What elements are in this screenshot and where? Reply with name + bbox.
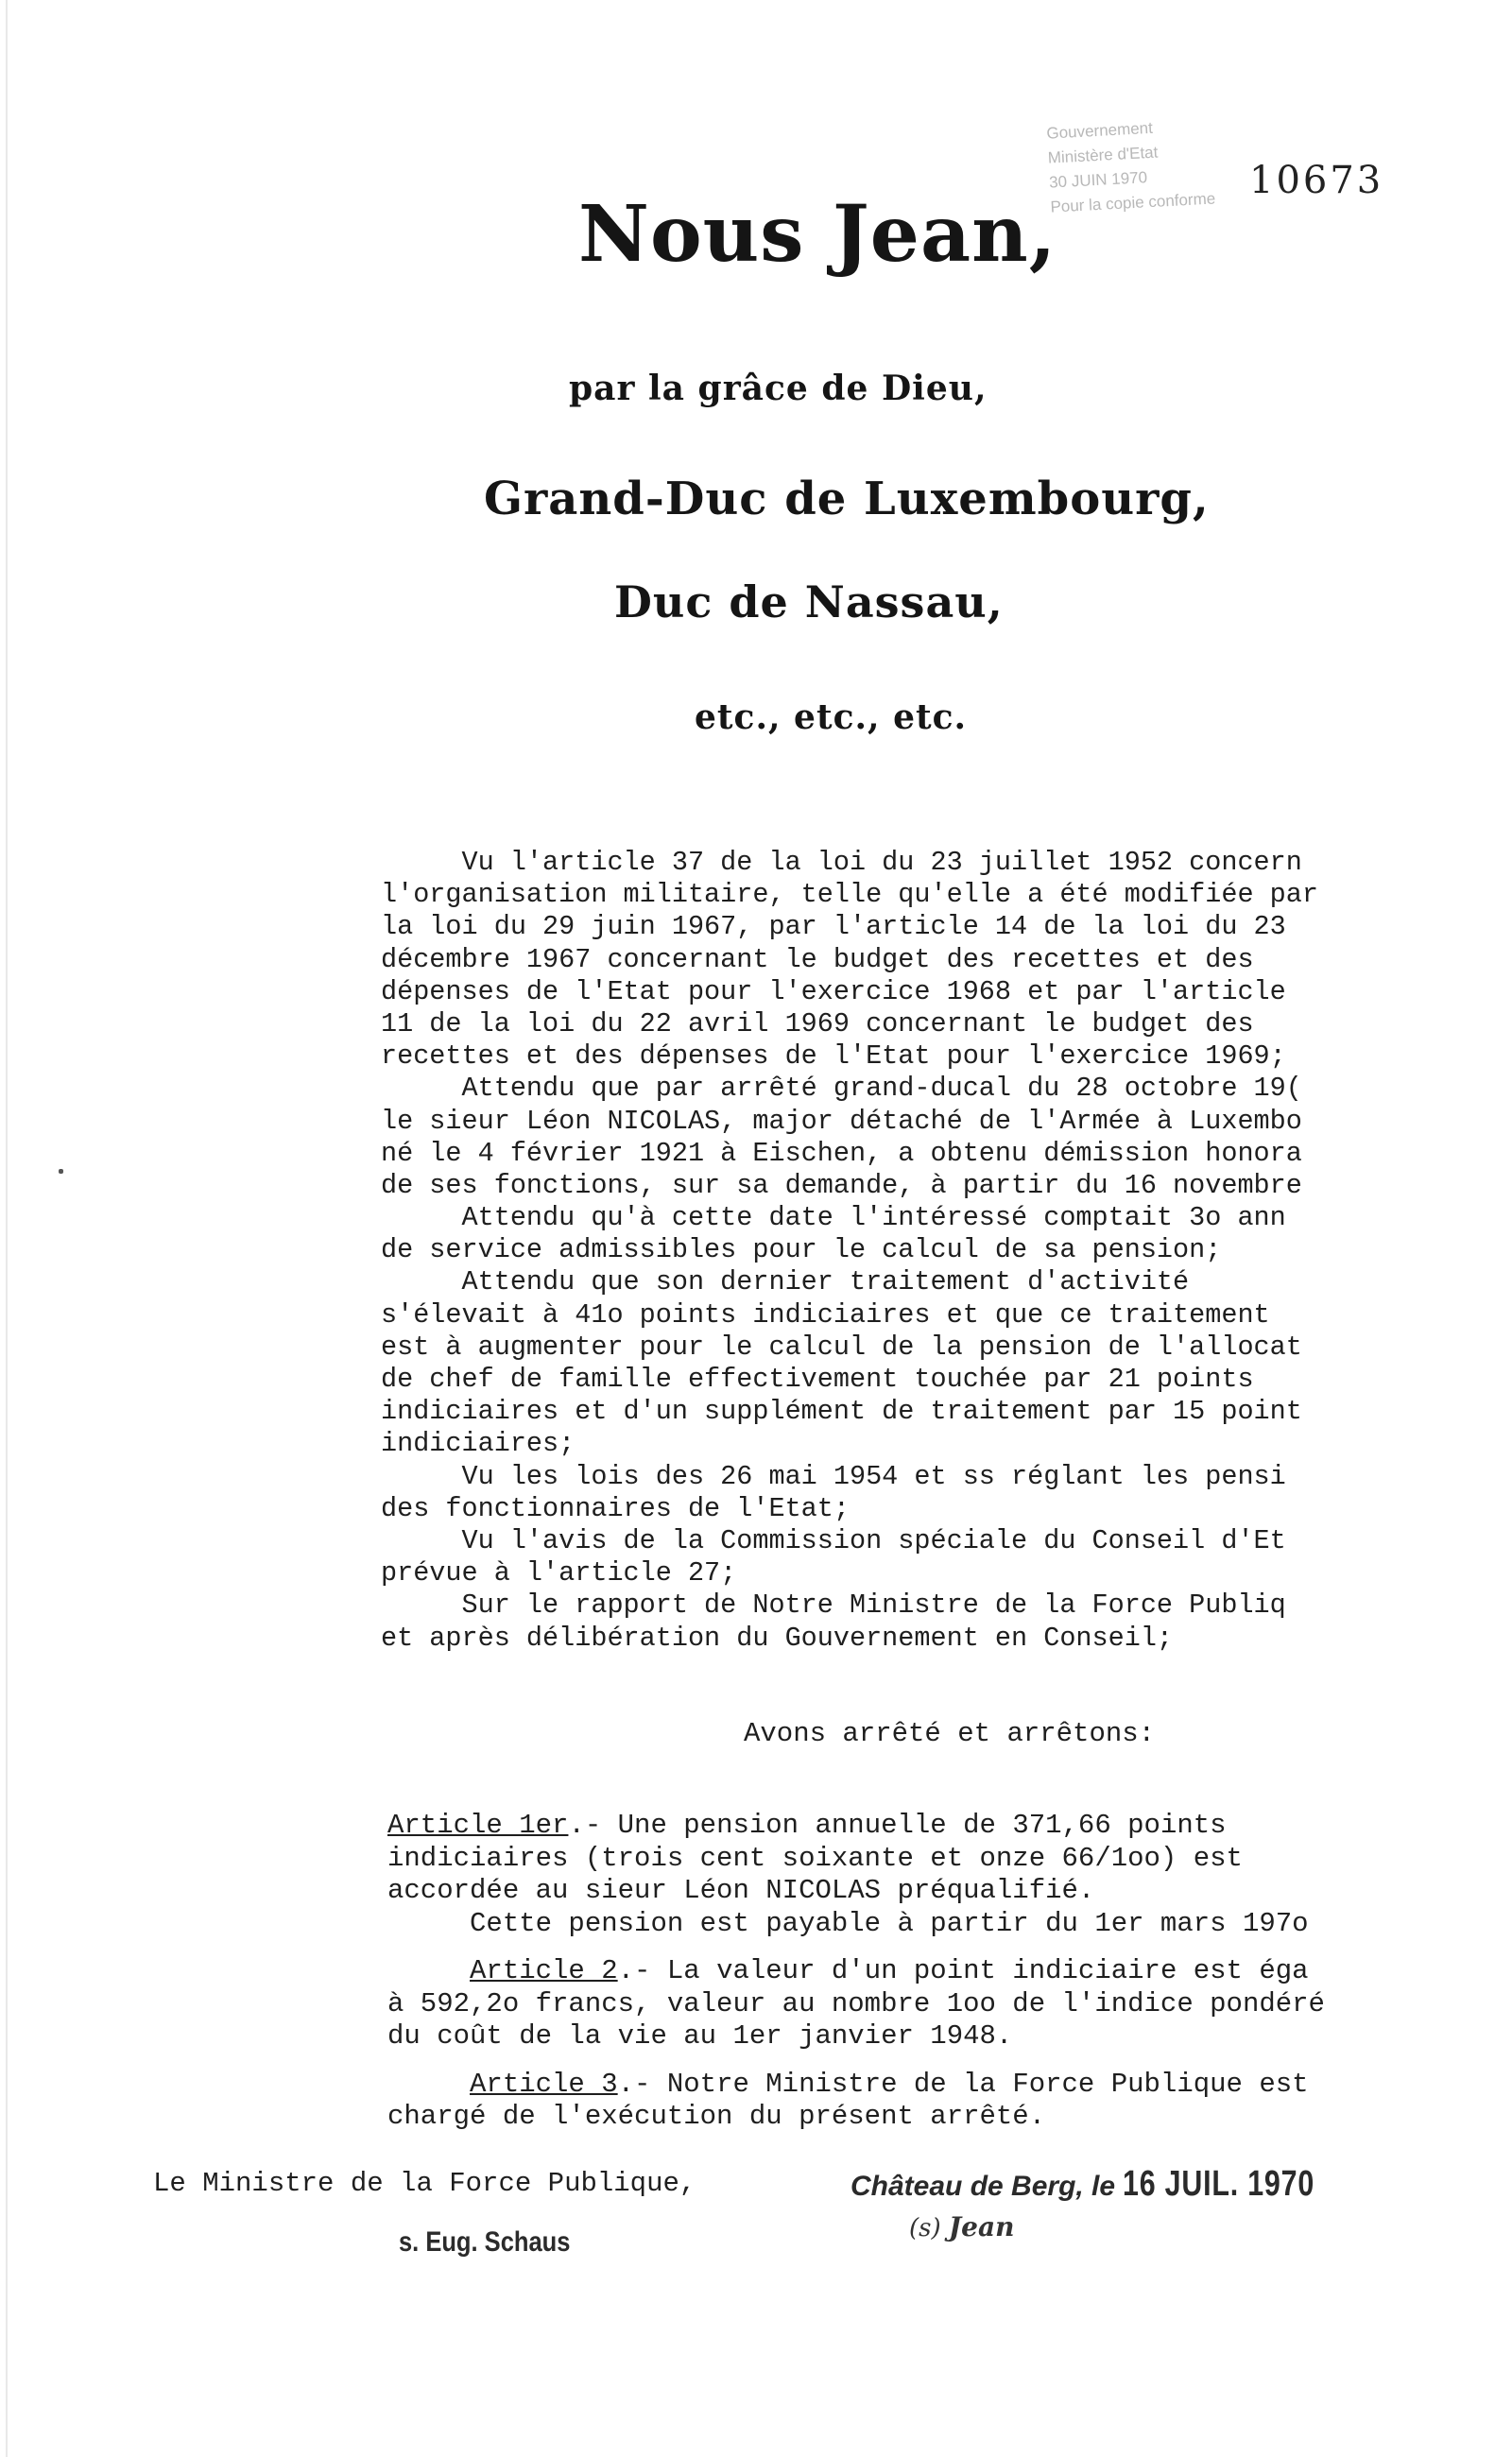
text-line: .- Notre Ministre de la Force Publique est: [617, 2068, 1309, 2100]
text-line: et après délibération du Gouvernement en Conseil;: [381, 1622, 1174, 1654]
sig-prefix: (s): [909, 2214, 941, 2242]
scan-edge: [6, 0, 8, 2457]
text-line: Attendu qu'à cette date l'intéressé comptait 3o ann: [381, 1202, 1286, 1234]
stamp-line: Gouvernement: [1045, 118, 1154, 143]
text-line: de chef de famille effectivement touchée par 21 points: [381, 1364, 1254, 1395]
text-line: de service admissibles pour le calcul de sa pension;: [381, 1234, 1222, 1266]
text-line: est à augmenter pour le calcul de la pension de l'allocat: [381, 1331, 1302, 1363]
document-number: 10673: [1249, 159, 1384, 202]
text-line: indiciaires (trois cent soixante et onze 66/1oo) est: [387, 1842, 1243, 1874]
text-line: prévue à l'article 27;: [381, 1557, 737, 1589]
text-line: l'organisation militaire, telle qu'elle a été modifiée par: [381, 879, 1318, 911]
text-line: Cette pension est payable à partir du 1er mars 197o: [387, 1907, 1309, 1939]
text-line: chargé de l'exécution du présent arrêté.: [387, 2101, 1046, 2132]
text-line: .- La valeur d'un point indiciaire est éga: [617, 1955, 1309, 1986]
sig-name: Jean: [948, 2211, 1015, 2242]
text-line: accordée au sieur Léon NICOLAS préqualifié.: [387, 1875, 1095, 1906]
date: 16 JUIL. 1970: [1123, 2164, 1315, 2204]
text-line: le sieur Léon NICOLAS, major détaché de l'Armée à Luxembo: [381, 1105, 1302, 1137]
sovereign-signature: [909, 2211, 1014, 2242]
article-2-first-line: [387, 1955, 1512, 1988]
text-line: à 592,2o francs, valeur au nombre 1oo de l'indice pondéré: [387, 1987, 1325, 2019]
text-line: la loi du 29 juin 1967, par l'article 14 de la loi du 23: [381, 911, 1286, 943]
subtitle: par la grâce de Dieu,: [569, 369, 988, 408]
text-line: .- Une pension annuelle de 371,66 points: [568, 1810, 1227, 1841]
article-1-title: Article 1er: [387, 1810, 569, 1841]
text-line: indiciaires;: [381, 1428, 576, 1460]
decree-heading: Avons arrêté et arrêtons:: [744, 1718, 1156, 1749]
title-grand-duc: Grand-Duc de Luxembourg,: [484, 472, 1210, 525]
text-line: Sur le rapport de Notre Ministre de la Force Publiq: [381, 1589, 1286, 1622]
text-line: des fonctionnaires de l'Etat;: [381, 1492, 850, 1524]
page-title: Nous Jean,: [578, 189, 1057, 280]
text-line: 11 de la loi du 22 avril 1969 concernant le budget des: [381, 1007, 1254, 1040]
text-line: Attendu que par arrêté grand-ducal du 28 octobre 19(: [381, 1073, 1302, 1105]
text-line: Attendu que son dernier traitement d'activité: [381, 1266, 1190, 1298]
stamp-line: Ministère d'Etat: [1047, 143, 1159, 167]
article-3-first-line: [387, 2069, 1512, 2102]
spacer: [387, 1940, 1512, 1955]
article-3-title: Article 3: [470, 2068, 618, 2100]
stamp-line: 30 JUIN 1970: [1048, 168, 1148, 192]
minister-label: Le Ministre de la Force Publique,: [153, 2168, 696, 2199]
article-2-title: Article 2: [470, 1955, 618, 1986]
title-duc-nassau: Duc de Nassau,: [614, 576, 1004, 627]
text-line: du coût de la vie au 1er janvier 1948.: [387, 2020, 1013, 2052]
text-line: Vu l'avis de la Commission spéciale du Conseil d'Et: [381, 1524, 1286, 1556]
article-1-first-line: [387, 1810, 1512, 1843]
text-line: recettes et des dépenses de l'Etat pour l'exercice 1969;: [381, 1040, 1286, 1073]
text-line: indiciaires et d'un supplément de traitement par 15 point: [381, 1396, 1302, 1428]
text-line: dépenses de l'Etat pour l'exercice 1968 et par l'article: [381, 975, 1286, 1007]
preamble-text: [381, 847, 1512, 1655]
indent: [387, 1955, 470, 1986]
place: Château de Berg, le: [850, 2171, 1116, 2202]
spacer: [387, 2053, 1512, 2069]
text-line: de ses fonctions, sur sa demande, à partir du 16 novembre: [381, 1169, 1302, 1201]
text-line: s'élevait à 41o points indiciaires et que ce traitement: [381, 1298, 1270, 1331]
articles: [387, 1810, 1512, 2134]
margin-mark: [59, 1169, 63, 1174]
text-line: Vu l'article 37 de la loi du 23 juillet 1952 concern: [381, 847, 1302, 878]
place-date-stamp: [850, 2164, 1363, 2205]
text-line: né le 4 février 1921 à Eischen, a obtenu démission honora: [381, 1137, 1302, 1169]
indent: [387, 2069, 470, 2100]
text-line: décembre 1967 concernant le budget des recettes et des: [381, 943, 1254, 975]
stamp-line: Pour la copie conforme: [1050, 189, 1216, 216]
text-line: Vu les lois des 26 mai 1954 et ss réglant les pensi: [381, 1460, 1286, 1492]
minister-signature: s. Eug. Schaus: [399, 2226, 571, 2258]
title-etc: etc., etc., etc.: [695, 697, 968, 737]
